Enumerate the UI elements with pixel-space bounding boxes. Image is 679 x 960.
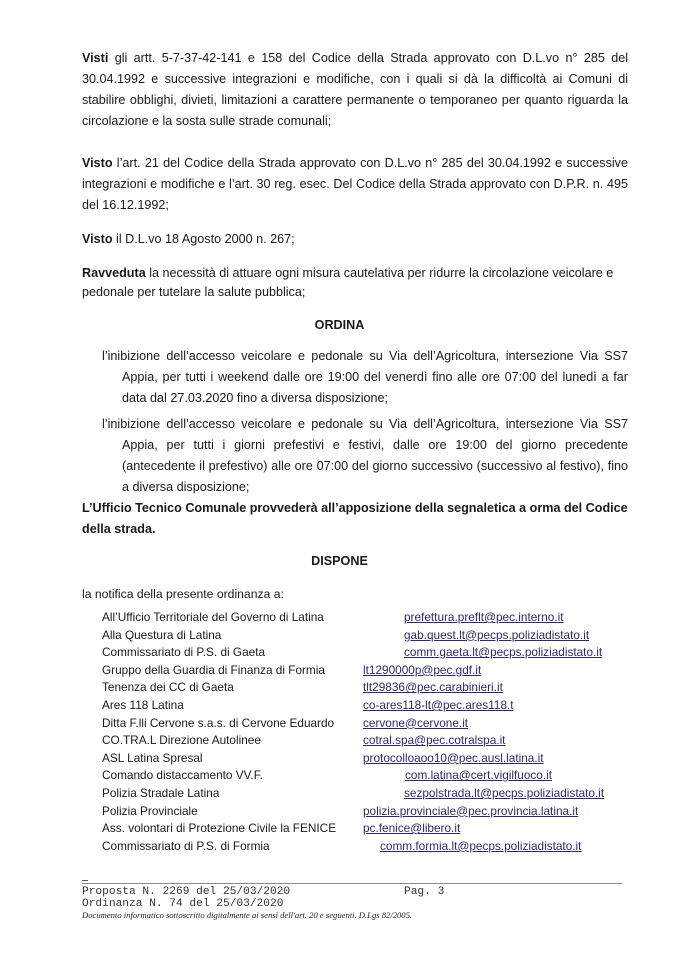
recipient-row xyxy=(102,698,622,716)
recipient-email-link[interactable]: cervone@cervone.it xyxy=(363,715,469,730)
paragraph-visto-art21 xyxy=(82,153,628,216)
order-item: l’inibizione dell’accesso veicolare e pedonale su Via dell’Agricoltura, intersezione Via SS7 Appia, per tutti i giorni prefestivi e festivi, dalle ore 19:00 del giorno precedente (antecedente il prefestivo) alle ore 07:00 del giorno successivo (successivo al festivo), fino a diversa disposizione; xyxy=(102,417,628,494)
recipient-email-link[interactable]: prefettura.preflt@pec.interno.it xyxy=(404,610,564,624)
recipient-row xyxy=(102,663,622,681)
recipient-row xyxy=(102,733,622,751)
paragraph-text: gli artt. 5-7-37-42-141 e 158 del Codice della Strada approvato con D.L.vo n° 285 del 30.04.1992 e successive integrazioni e modifiche, con i quali si dà la difficoltà ai Comuni di stabilire obblighi, divieti, limitazioni a carattere permanente o temporaneo per quanto riguarda la circolazione e la sosta sulle strade comunali; xyxy=(82,51,628,128)
recipient-name: Gruppo della Guardia di Finanza di Formia xyxy=(102,662,325,677)
recipient-name: ASL Latina Spresal xyxy=(102,750,203,765)
recipient-name: CO.TRA.L Direzione Autolinee xyxy=(102,733,261,748)
footer-digital-signature-note: Documento informatico sottoscritto digitalmente ai sensi dell'art. 20 e seguenti. D.Lgs 82/2005. xyxy=(82,910,413,920)
footer-ordinanza: Ordinanza N. 74 del 25/03/2020 xyxy=(82,898,284,910)
paragraph-visti-artt xyxy=(82,48,628,132)
recipient-email-link[interactable]: cotral.spa@pec.cotralspa.it xyxy=(363,733,506,748)
recipient-row xyxy=(102,768,622,786)
recipient-email-link[interactable]: gab.quest.lt@pecps.poliziadistato.it xyxy=(404,627,590,642)
recipient-name: Comando distaccamento VV.F. xyxy=(102,768,263,783)
footer-page-number: Pag. 3 xyxy=(404,886,445,898)
recipient-email-link[interactable]: comm.gaeta.lt@pecps.poliziadistato.it xyxy=(404,645,603,660)
recipient-name: Commissariato di P.S. di Formia xyxy=(102,838,270,853)
ufficio-tecnico-note: L’Ufficio Tecnico Comunale provvederà all’apposizione della segnaletica a orma del Codice della strada. xyxy=(82,501,628,536)
recipient-row xyxy=(102,786,622,804)
recipient-row xyxy=(102,610,622,628)
recipient-name: Polizia Stradale Latina xyxy=(102,785,220,800)
footer-proposta: Proposta N. 2269 del 25/03/2020 xyxy=(82,886,291,898)
footer-divider xyxy=(82,883,622,884)
recipient-email-link[interactable]: lt1290000p@pec.gdf.it xyxy=(363,662,482,677)
paragraph-text: il D.L.vo 18 Agosto 2000 n. 267; xyxy=(112,232,295,246)
ordina-heading: ORDINA xyxy=(314,318,365,332)
recipient-name: Tenenza dei CC di Gaeta xyxy=(102,680,234,695)
paragraph-visto-dlvo xyxy=(82,229,628,250)
recipient-row xyxy=(102,628,622,646)
recipient-name: Alla Questura di Latina xyxy=(102,627,222,642)
recipient-list xyxy=(102,610,622,856)
recipient-email-link[interactable]: protocolloaoo10@pec.ausl.latina.it xyxy=(363,750,544,765)
footer-dash xyxy=(82,880,88,881)
paragraph-ravveduta xyxy=(82,264,628,302)
paragraph-lead: Visti xyxy=(82,51,109,65)
recipient-name: Ass. volontari di Protezione Civile la FENICE xyxy=(102,821,337,836)
recipient-email-link[interactable]: com.latina@cert.vigilfuoco.it xyxy=(405,768,553,783)
paragraph-lead: Visto xyxy=(82,232,113,246)
recipient-name: Polizia Provinciale xyxy=(102,803,198,818)
recipient-email-link[interactable]: sezpolstrada.lt@pecps.poliziadistato.it xyxy=(404,785,605,800)
order-item: l’inibizione dell’accesso veicolare e pedonale su Via dell’Agricoltura, intersezione Via SS7 Appia, per tutti i weekend dalle ore 19:00 del venerdì fino alle ore 07:00 del lunedì a far data dal 27.03.2020 fino a diversa disposizione; xyxy=(102,349,628,405)
recipient-email-link[interactable]: pc.fenice@libero.it xyxy=(363,821,461,836)
recipient-row xyxy=(102,821,622,839)
recipient-name: All’Ufficio Territoriale del Governo di Latina xyxy=(102,610,324,624)
notifica-intro: la notifica della presente ordinanza a: xyxy=(82,587,284,601)
recipient-row xyxy=(102,645,622,663)
recipient-name: Ares 118 Latina xyxy=(102,697,184,712)
paragraph-lead: Ravveduta xyxy=(82,266,146,280)
recipient-row xyxy=(102,716,622,734)
recipient-email-link[interactable]: comm.formia.lt@pecps.poliziadistato.it xyxy=(380,838,582,853)
paragraph-text: l’art. 21 del Codice della Strada approvato con D.L.vo n° 285 del 30.04.1992 e successive integrazioni e modifiche e l’art. 30 reg. esec. Del Codice della Strada approvato con D.P.R. n. 495 del 16.12.1992; xyxy=(82,156,628,212)
recipient-email-link[interactable]: polizia.provinciale@pec.provincia.latina.it xyxy=(363,803,579,818)
paragraph-lead: Visto xyxy=(82,156,113,170)
dispone-heading: DISPONE xyxy=(311,554,368,568)
paragraph-text: la necessità di attuare ogni misura cautelativa per ridurre la circolazione veicolare e pedonale per tutelare la salute pubblica; xyxy=(82,266,614,299)
recipient-row xyxy=(102,751,622,769)
recipient-row xyxy=(102,680,622,698)
recipient-row xyxy=(102,839,622,857)
recipient-email-link[interactable]: tlt29836@pec.carabinieri.it xyxy=(363,680,503,695)
recipient-name: Commissariato di P.S. di Gaeta xyxy=(102,645,266,660)
recipient-row xyxy=(102,804,622,822)
recipient-email-link[interactable]: co-ares118-lt@pec.ares118.t xyxy=(363,697,514,712)
recipient-name: Ditta F.lli Cervone s.a.s. di Cervone Eduardo xyxy=(102,715,335,730)
